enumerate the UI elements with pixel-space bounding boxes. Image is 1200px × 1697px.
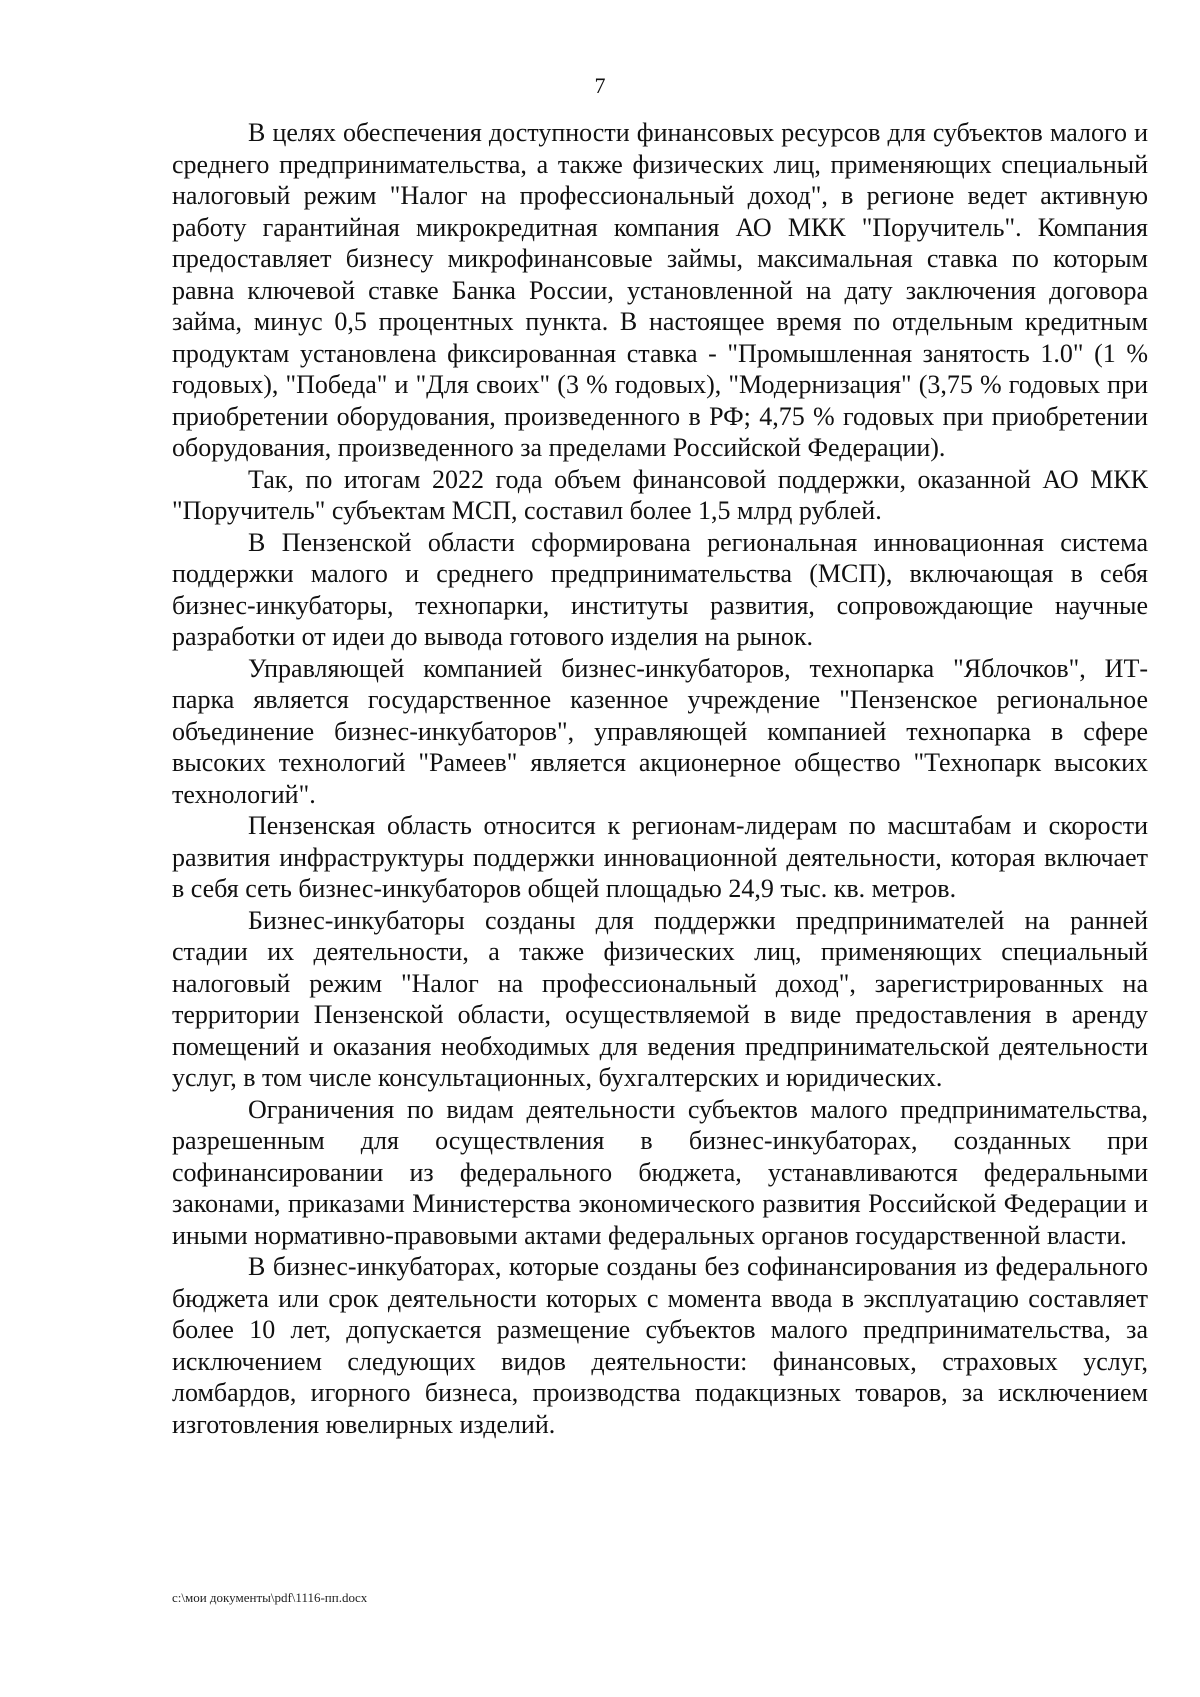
footer-file-path: c:\мои документы\pdf\1116-пп.docx (172, 1590, 368, 1605)
page-number: 7 (594, 73, 606, 98)
document-body (172, 117, 1148, 1440)
paragraph-incubator-exclusions: В бизнес-инкубаторах, которые созданы без софинансирования из федерального бюджета или срок деятельности которых с момента ввода в эксплуатацию составляет более 10 лет, допускается размещение субъектов малого предпринимательства, за исключением следующих видов деятельности: финансовых, страховых услуг, ломбардов, игорного бизнеса, производства подакцизных товаров, за исключением изготовления ювелирных изделий. (172, 1252, 1148, 1439)
paragraph-financial-support-mkk: В целях обеспечения доступности финансовых ресурсов для субъектов малого и среднего предпринимательства, а также физических лиц, применяющих специальный налоговый режим "Налог на профессиональный доход", в регионе ведет активную работу гарантийная микрокредитная компания АО МКК "Поручитель". Компания предоставляет бизнесу микрофинансовые займы, максимальная ставка по которым равна ключевой ставке Банка России, установленной на дату заключения договора займа, минус 0,5 процентных пункта. В настоящее время по отдельным кредитным продуктам установлена фиксированная ставка - "Промышленная занятость 1.0" (1 % годовых), "Победа" и "Для своих" (3 % годовых), "Модернизация" (3,75 % годовых при приобретении оборудования, произведенного в РФ; 4,75 % годовых при приобретении оборудования, произведенного за пределами Российской Федерации). (172, 118, 1148, 462)
paragraph-2022-results: Так, по итогам 2022 года объем финансовой поддержки, оказанной АО МКК "Поручитель" субъектам МСП, составил более 1,5 млрд рублей. (172, 464, 1148, 525)
paragraph-innovation-system: В Пензенской области сформирована региональная инновационная система поддержки малого и среднего предпринимательства (МСП), включающая в себя бизнес-инкубаторы, технопарки, институты развития, сопровождающие научные разработки от идеи до вывода готового изделия на рынок. (172, 527, 1148, 651)
paragraph-incubator-purpose: Бизнес-инкубаторы созданы для поддержки предпринимателей на ранней стадии их деятельности, а также физических лиц, применяющих специальный налоговый режим "Налог на профессиональный доход", зарегистрированных на территории Пензенской области, осуществляемой в виде предоставления в аренду помещений и оказания необходимых для ведения предпринимательской деятельности услуг, в том числе консультационных, бухгалтерских и юридических. (172, 905, 1148, 1092)
paragraph-management-companies: Управляющей компанией бизнес-инкубаторов, технопарка "Яблочков", ИТ-парка является государственное казенное учреждение "Пензенское региональное объединение бизнес-инкубаторов", управляющей компанией технопарка в сфере высоких технологий "Рамеев" является акционерное общество "Технопарк высоких технологий". (172, 653, 1148, 809)
paragraph-region-leader: Пензенская область относится к регионам-лидерам по масштабам и скорости развития инфраструктуры поддержки инновационной деятельности, которая включает в себя сеть бизнес-инкубаторов общей площадью 24,9 тыс. кв. метров. (172, 811, 1148, 903)
paragraph-activity-restrictions: Ограничения по видам деятельности субъектов малого предпринимательства, разрешенным для осуществления в бизнес-инкубаторах, созданных при софинансировании из федерального бюджета, устанавливаются федеральными законами, приказами Министерства экономического развития Российской Федерации и иными нормативно-правовыми актами федеральных органов государственной власти. (172, 1094, 1148, 1250)
